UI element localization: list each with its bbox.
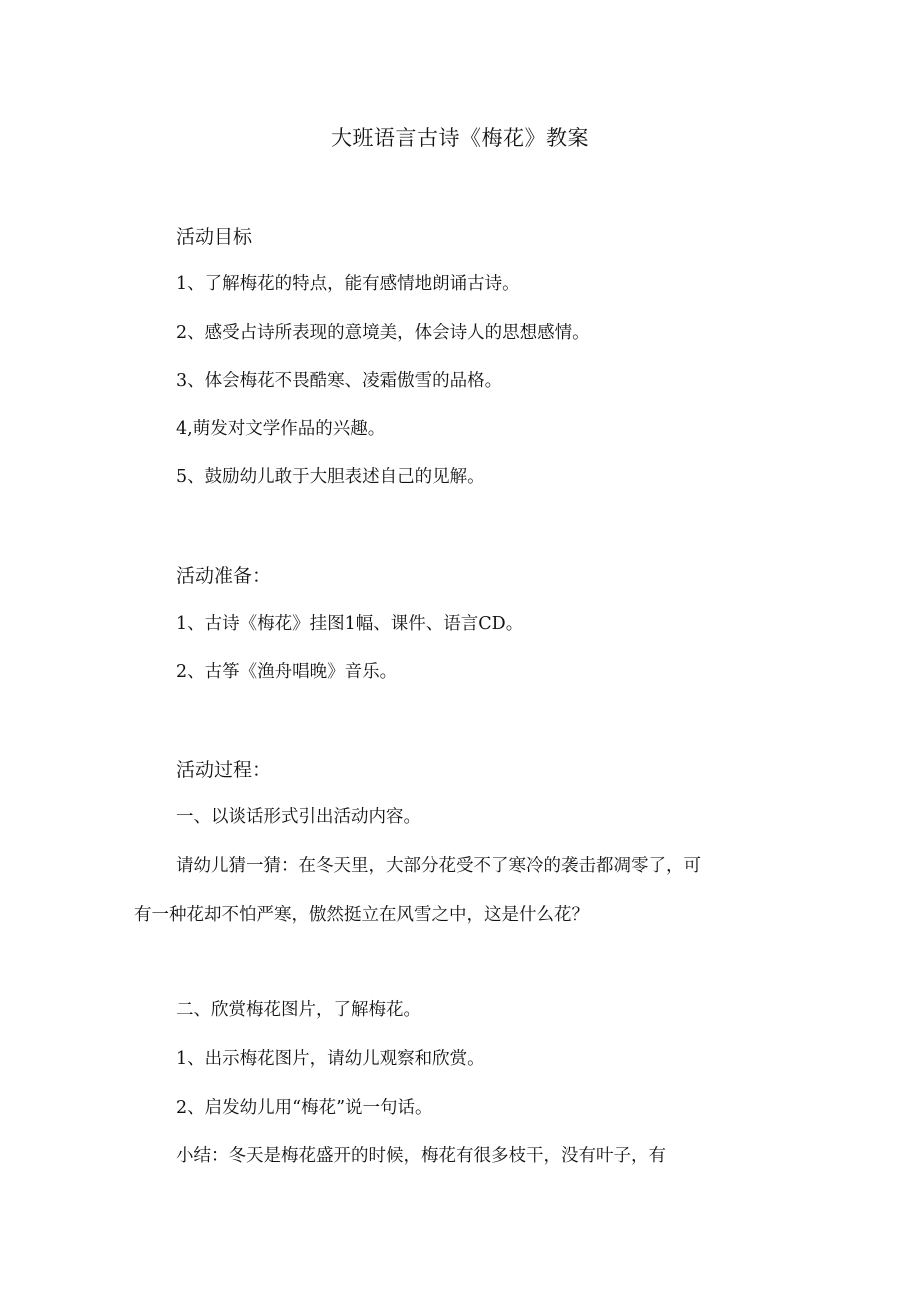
goal-item-5: 5、鼓励幼儿敢于大胆表述自己的见解。 — [176, 467, 485, 487]
step2-title: 二、欣赏梅花图片，了解梅花。 — [176, 1000, 421, 1020]
step2-item-1: 1、出示梅花图片，请幼儿观察和欣赏。 — [176, 1049, 485, 1069]
document-title: 大班语言古诗《梅花》教案 — [331, 126, 589, 150]
prep-heading: 活动准备： — [176, 565, 272, 587]
step1-paragraph-line1: 请幼儿猜一猜：在冬天里，大部分花受不了寒冷的袭击都凋零了，可 — [176, 856, 701, 876]
process-heading: 活动过程： — [176, 759, 272, 781]
step1-title: 一、以谈话形式引出活动内容。 — [176, 807, 421, 827]
prep-item-2: 2、古筝《渔舟唱晚》音乐。 — [176, 662, 398, 682]
goals-heading: 活动目标 — [176, 226, 253, 248]
step2-item-2: 2、启发幼儿用“梅花”说一句话。 — [176, 1098, 433, 1118]
goal-item-1: 1、了解梅花的特点，能有感情地朗诵古诗。 — [176, 274, 520, 294]
goal-item-4: 4,萌发对文学作品的兴趣。 — [176, 419, 386, 439]
step1-paragraph-line2: 有一种花却不怕严寒，傲然挺立在风雪之中，这是什么花？ — [134, 905, 589, 925]
goal-item-3: 3、体会梅花不畏酷寒、凌霜傲雪的品格。 — [176, 371, 503, 391]
prep-item-1: 1、古诗《梅花》挂图1幅、课件、语言CD。 — [176, 614, 524, 634]
goal-item-2: 2、感受占诗所表现的意境美，体会诗人的思想感情。 — [176, 323, 590, 343]
summary-line: 小结：冬天是梅花盛开的时候，梅花有很多枝干，没有叶子，有 — [176, 1146, 666, 1166]
